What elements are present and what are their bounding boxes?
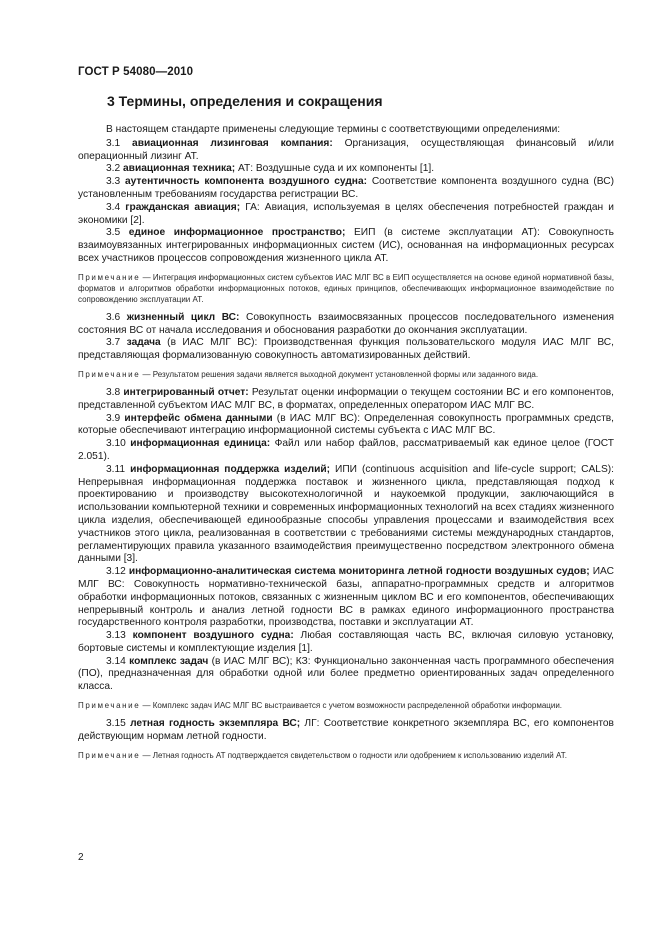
- term-number: 3.14: [106, 655, 126, 667]
- terms-list: [78, 138, 614, 761]
- page-number: 2: [78, 852, 84, 863]
- intro-paragraph: В настоящем стандарте применены следующие термины с соответствующими определениями:: [106, 124, 561, 135]
- term-text: ИПИ (continuous acquisition and life-cycle support; CALS): Непрерывная информационная поддержка поставок и жизненного цикла, представляющая подход к проектированию и производству высокотехнологичной и наукоемкой продукции, заключающийся в использовании компьютерной техники и современных информационных технологий на всех стадиях жизненного цикла изделия, обеспечивающей единообразные способы управления процессами и взаимодействия всех участников этого цикла, реализованная в соответствии с требованиями системы международных стандартов, регламентирующих правила указанного взаимодействия преимущественно посредством электронного обмена данными [3].: [78, 463, 614, 565]
- term-name: гражданская авиация;: [125, 201, 241, 213]
- term-number: 3.5: [106, 227, 121, 239]
- term-text: (в ИАС МЛГ ВС): Определенная совокупность программных средств, которые обеспечивают интеграцию информационной системы субъекта с ИАС МЛГ ВС.: [78, 412, 614, 437]
- term-number: 3.11: [106, 463, 126, 475]
- term-name: информационная единица:: [130, 438, 271, 450]
- section-title: 3 Термины, определения и сокращения: [107, 93, 383, 109]
- term-text: Любая составляющая часть ВС, включая силовую установку, бортовые системы и комплектующие изделия [1].: [78, 630, 614, 654]
- term-definition: [78, 176, 614, 202]
- term-number: 3.4: [106, 201, 121, 213]
- note-label: Примечание: [78, 369, 141, 379]
- document-header: ГОСТ Р 54080—2010: [78, 66, 194, 78]
- term-name: информационная поддержка изделий;: [130, 463, 331, 475]
- term-name: единое информационное пространство;: [128, 227, 346, 239]
- term-definition: [78, 227, 614, 265]
- term-definition: [78, 312, 614, 338]
- term-number: 3.7: [106, 337, 121, 349]
- term-name: авиационная техника;: [123, 163, 236, 175]
- term-number: 3.12: [106, 566, 126, 578]
- term-text: (в ИАС МЛГ ВС); КЗ: Функционально законченная часть программного обеспечения (ПО), предназначенная для обработки одной или более предметно ориентированных задач определенного класса.: [78, 655, 614, 693]
- term-number: 3.15: [106, 718, 126, 730]
- note-label: Примечание: [78, 272, 141, 282]
- note-text: — Результатом решения задачи является выходной документ установленной формы или заданного вида.: [140, 369, 539, 379]
- note-paragraph: [78, 272, 614, 305]
- term-definition: [78, 566, 614, 630]
- term-definition: [78, 337, 614, 363]
- term-definition: [78, 630, 614, 656]
- term-number: 3.3: [106, 176, 121, 188]
- term-number: 3.10: [106, 438, 126, 450]
- note-paragraph: [78, 700, 614, 711]
- term-text: (в ИАС МЛГ ВС): Производственная функция пользовательского модуля ИАС МЛГ ВС, представляющая формализованную совокупность автоматизированных действий.: [78, 337, 614, 362]
- note-paragraph: [78, 750, 614, 761]
- document-body: [78, 124, 614, 768]
- term-number: 3.13: [106, 630, 126, 642]
- term-number: 3.9: [106, 412, 121, 424]
- term-definition: [78, 718, 614, 744]
- term-name: интерфейс обмена данными: [124, 412, 273, 424]
- term-text: Соответствие компонента воздушного судна (ВС) установленным требованиям государства регистрации ВС.: [78, 176, 614, 200]
- note-paragraph: [78, 369, 614, 380]
- note-text: — Комплекс задач ИАС МЛГ ВС выстраивается с учетом возможности распределенной обработки информации.: [140, 701, 563, 711]
- note-text: — Летная годность АТ подтверждается свидетельством о годности или одобрением к использованию изделий АТ.: [140, 750, 567, 760]
- note-label: Примечание: [78, 701, 141, 711]
- term-name: жизненный цикл ВС:: [126, 311, 240, 323]
- term-text: ИАС МЛГ ВС: Совокупность нормативно-технической базы, аппаратно-программных средств и алгоритмов обработки информационных потоков, связанных с жизненным циклом ВС и его компонентов, обеспечивающих непрерывный контроль и анализ летной годности ВС в рамках единого информационного пространства государственного контроля разработки, производства, поставки и эксплуатации АТ.: [78, 566, 614, 629]
- term-name: интегрированный отчет:: [123, 386, 249, 398]
- term-definition: [78, 387, 614, 413]
- term-text: Организация, осуществляющая финансовый и/или операционный лизинг АТ.: [78, 137, 614, 162]
- term-number: 3.2: [106, 163, 121, 175]
- term-name: задача: [126, 337, 161, 349]
- term-number: 3.1: [106, 137, 121, 149]
- term-definition: [78, 464, 614, 566]
- term-text: ГА: Авиация, используемая в целях обеспечения потребностей граждан и экономики [2].: [78, 201, 614, 226]
- term-name: летная годность экземпляра ВС;: [130, 718, 301, 730]
- term-text: ЛГ: Соответствие конкретного экземпляра ВС, его компонентов действующим нормам летной годности.: [78, 718, 614, 742]
- term-definition: [78, 138, 614, 164]
- term-definition: [78, 656, 614, 694]
- term-name: авиационная лизинговая компания:: [132, 137, 333, 149]
- term-text: АТ: Воздушные суда и их компоненты [1].: [237, 163, 435, 175]
- term-definition: [78, 413, 614, 439]
- term-name: информационно-аналитическая система мониторинга летной годности воздушных судов;: [128, 566, 590, 578]
- term-text: Результат оценки информации о текущем состоянии ВС и его компонентов, представленной субъектом ИАС МЛГ ВС, в форматах, определенных оператором ИАС МЛГ ВС.: [78, 386, 614, 411]
- term-text: ЕИП (в системе эксплуатации АТ): Совокупность взаимоувязанных интегрированных информационных систем (ИС), основанная на информационных ресурсах всех участников процессов сопровождения жизненного цикла АТ.: [78, 227, 614, 264]
- term-definition: [78, 163, 614, 176]
- note-text: — Интеграция информационных систем субъектов ИАС МЛГ ВС в ЕИП осуществляется на основе единой нормативной базы, форматов и алгоритмов обработки информационных потоков, единых принципов, обеспечивающих информационное взаимодействие по сопровождению эксплуатации АТ.: [78, 272, 614, 304]
- term-number: 3.8: [106, 386, 121, 398]
- note-label: Примечание: [78, 750, 141, 760]
- term-name: комплекс задач: [129, 655, 209, 667]
- term-definition: [78, 202, 614, 228]
- term-text: Файл или набор файлов, рассматриваемый как единое целое (ГОСТ 2.051).: [78, 438, 615, 462]
- term-name: компонент воздушного судна:: [132, 630, 294, 642]
- term-number: 3.6: [106, 311, 121, 323]
- term-name: аутентичность компонента воздушного судна:: [124, 176, 368, 188]
- term-text: Совокупность взаимосвязанных процессов последовательного изменения состояния ВС от начала исследования и обоснования разработки до окончания эксплуатации.: [78, 311, 614, 336]
- term-definition: [78, 438, 614, 464]
